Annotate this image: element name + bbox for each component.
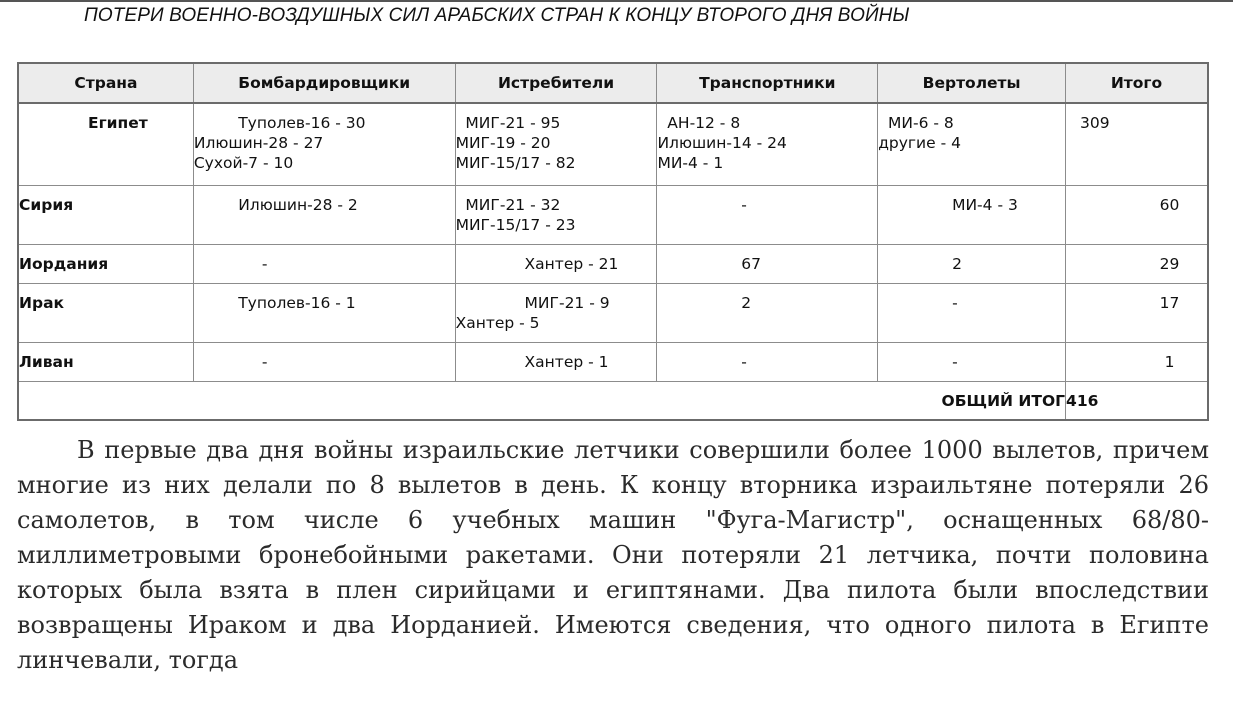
header-helicopters: Вертолеты (878, 63, 1066, 103)
total-cell: 17 (1066, 283, 1208, 342)
fighters-cell: Хантер - 1 (455, 342, 657, 381)
total-cell: 1 (1066, 342, 1208, 381)
header-transports: Транспортники (657, 63, 878, 103)
bombers-cell: Туполев-16 - 30 Илюшин-28 - 27 Сухой-7 - 10 (193, 103, 455, 185)
fighters-cell: Хантер - 21 (455, 244, 657, 283)
helicopters-cell: - (878, 342, 1066, 381)
total-cell: 309 (1066, 103, 1208, 185)
body-paragraph-text: В первые два дня войны израильские летчики совершили более 1000 вылетов, причем многие из них делали по 8 вылетов в день. К концу вторника израильтяне потеряли 26 самолетов, в том числе 6 учебных машин "Фуга-Магистр", оснащенных 68/80-миллиметровыми бронебойными ракетами. Они потеряли 21 летчика, почти половина которых была взята в плен сирийцами и египтянами. Два пилота были впоследствии возвращены Ираком и два Иорданией. Имеются сведения, что одного пилота в Египте линчевали, тогда (17, 436, 1209, 674)
transports-cell: 2 (657, 283, 878, 342)
total-cell: 29 (1066, 244, 1208, 283)
fighters-cell: МИГ-21 - 95 МИГ-19 - 20 МИГ-15/17 - 82 (455, 103, 657, 185)
header-total: Итого (1066, 63, 1208, 103)
transports-cell: АН-12 - 8 Илюшин-14 - 24 МИ-4 - 1 (657, 103, 878, 185)
helicopters-cell: МИ-6 - 8 другие - 4 (878, 103, 1066, 185)
table-header-row (18, 63, 1208, 103)
header-country: Страна (18, 63, 193, 103)
total-cell: 60 (1066, 185, 1208, 244)
grand-total-value: 416 (1066, 381, 1208, 420)
bombers-cell: Туполев-16 - 1 (193, 283, 455, 342)
transports-cell: 67 (657, 244, 878, 283)
country-cell: Египет (18, 103, 193, 185)
fighters-cell: МИГ-21 - 9 Хантер - 5 (455, 283, 657, 342)
helicopters-cell: МИ-4 - 3 (878, 185, 1066, 244)
table-row (18, 244, 1208, 283)
transports-cell: - (657, 342, 878, 381)
grand-total-label: ОБЩИЙ ИТОГ (18, 381, 1066, 420)
table-caption: ПОТЕРИ ВОЕННО-ВОЗДУШНЫХ СИЛ АРАБСКИХ СТРАН К КОНЦУ ВТОРОГО ДНЯ ВОЙНЫ (84, 5, 910, 26)
header-bombers: Бомбардировщики (193, 63, 455, 103)
country-cell: Ливан (18, 342, 193, 381)
helicopters-cell: - (878, 283, 1066, 342)
transports-cell: - (657, 185, 878, 244)
country-cell: Ирак (18, 283, 193, 342)
helicopters-cell: 2 (878, 244, 1066, 283)
country-cell: Иордания (18, 244, 193, 283)
table-row (18, 103, 1208, 185)
table-row (18, 342, 1208, 381)
losses-table (17, 62, 1209, 421)
header-fighters: Истребители (455, 63, 657, 103)
top-rule (0, 0, 1233, 2)
table-row (18, 283, 1208, 342)
country-cell: Сирия (18, 185, 193, 244)
bombers-cell: Илюшин-28 - 2 (193, 185, 455, 244)
grand-total-row (18, 381, 1208, 420)
bombers-cell: - (193, 342, 455, 381)
body-paragraph (17, 433, 1209, 678)
bombers-cell: - (193, 244, 455, 283)
table-row (18, 185, 1208, 244)
fighters-cell: МИГ-21 - 32 МИГ-15/17 - 23 (455, 185, 657, 244)
